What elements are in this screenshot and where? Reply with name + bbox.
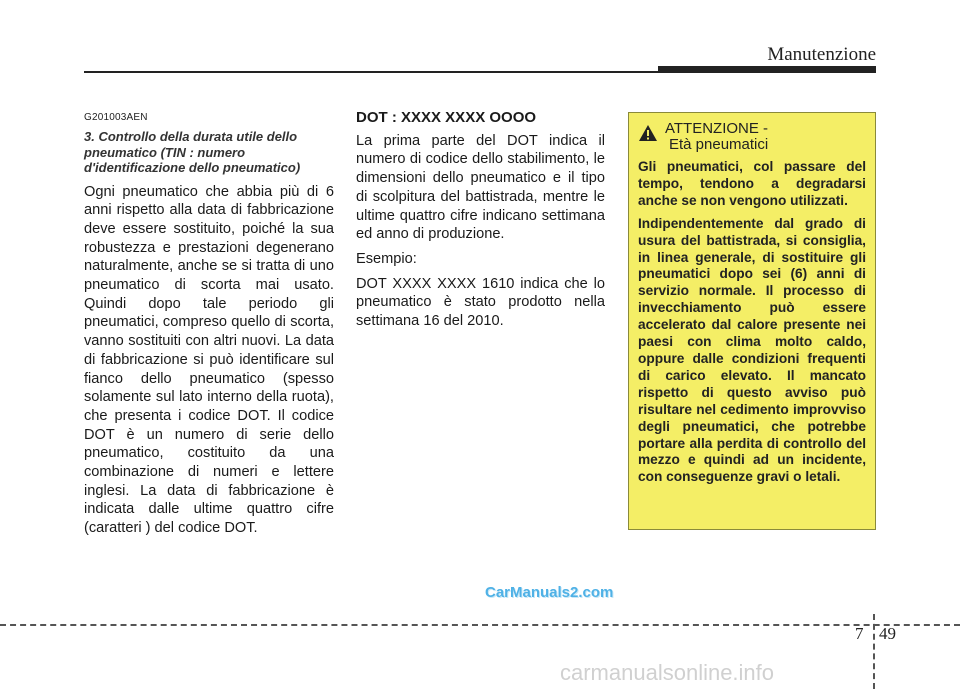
dot-explanation: La prima parte del DOT indica il numero di codice dello stabilimento, le dimensioni dello pneumatico e il tipo di scolpitura del battistrada, mentre le ultime quattro cifre indicano settimana ed anno di produzione. <box>356 132 605 243</box>
warning-box <box>628 112 876 530</box>
section-code: G201003AEN <box>84 112 148 123</box>
page-number <box>855 624 896 644</box>
warning-title-line1: ATTENZIONE - <box>665 120 769 137</box>
subheading <box>84 129 334 176</box>
left-column <box>84 112 334 538</box>
dot-example: DOT XXXX XXXX 1610 indica che lo pneumatico è stato prodotto nella settimana 16 del 2010. <box>356 275 605 330</box>
warning-triangle-icon <box>638 124 658 142</box>
chapter-number: 7 <box>855 624 864 643</box>
subheading-number: 3. <box>84 129 95 144</box>
section-title: Manutenzione <box>767 44 876 65</box>
warning-paragraph-2: Indipendentemente dal grado di usura del battistrada, si consiglia, in linea generale, di sostituire gli pneumatici dopo sei (6) anni di servizio normale. Il processo di invecchiamento può essere accelerato dal calore presente nei paesi con clima molto caldo, oppure dalle condizioni frequenti di carico elevato. Il mancato rispetto di questo avviso può risultare nel cedimento improvviso degli pneumatici, che potrebbe portare alla perdita di controllo del mezzo e quindi ad un incidente, con conseguenze gravi o letali. <box>638 215 866 485</box>
subheading-text: Controllo della durata utile dello pneumatico (TIN : numero d'identificazione dello pneumatico) <box>84 129 301 175</box>
middle-column <box>356 109 605 337</box>
footer-rule <box>0 624 960 626</box>
example-label: Esempio: <box>356 250 417 267</box>
warning-header <box>638 121 866 153</box>
warning-title-line2: Età pneumatici <box>669 136 769 153</box>
body-paragraph: Ogni pneumatico che abbia più di 6 anni rispetto alla data di fabbricazione deve essere sostituito, poiché la sua robustezza e prestazioni degenerano naturalmente, anche se si tratta di uno pneumatico di scorta mai usato. Quindi dopo tale periodo gli pneumatici, compreso quello di scorta, vanno sostituiti con altri nuovi. La data di fabbricazione si può identificare sul fianco dello pneumatico (spesso solamente sul lato interno della ruota), che presenta i codice DOT. Il codice DOT è un numero di serie dello pneumatico, costituito da una combinazione di numeri e lettere inglesi. La data di fabbricazione è indicata dalle ultime quattro cifre (caratteri ) del codice DOT. <box>84 183 334 537</box>
bottom-watermark: carmanualsonline.info <box>560 660 775 685</box>
header-rule-thick <box>658 66 876 73</box>
header-rule-thin <box>84 71 660 73</box>
warning-paragraph-1: Gli pneumatici, col passare del tempo, tendono a degradarsi anche se non vengono utilizzati. <box>638 159 866 208</box>
page-number-value: 49 <box>879 624 896 643</box>
dot-heading: DOT : XXXX XXXX OOOO <box>356 109 537 126</box>
watermark-link[interactable]: CarManuals2.com <box>485 584 614 601</box>
